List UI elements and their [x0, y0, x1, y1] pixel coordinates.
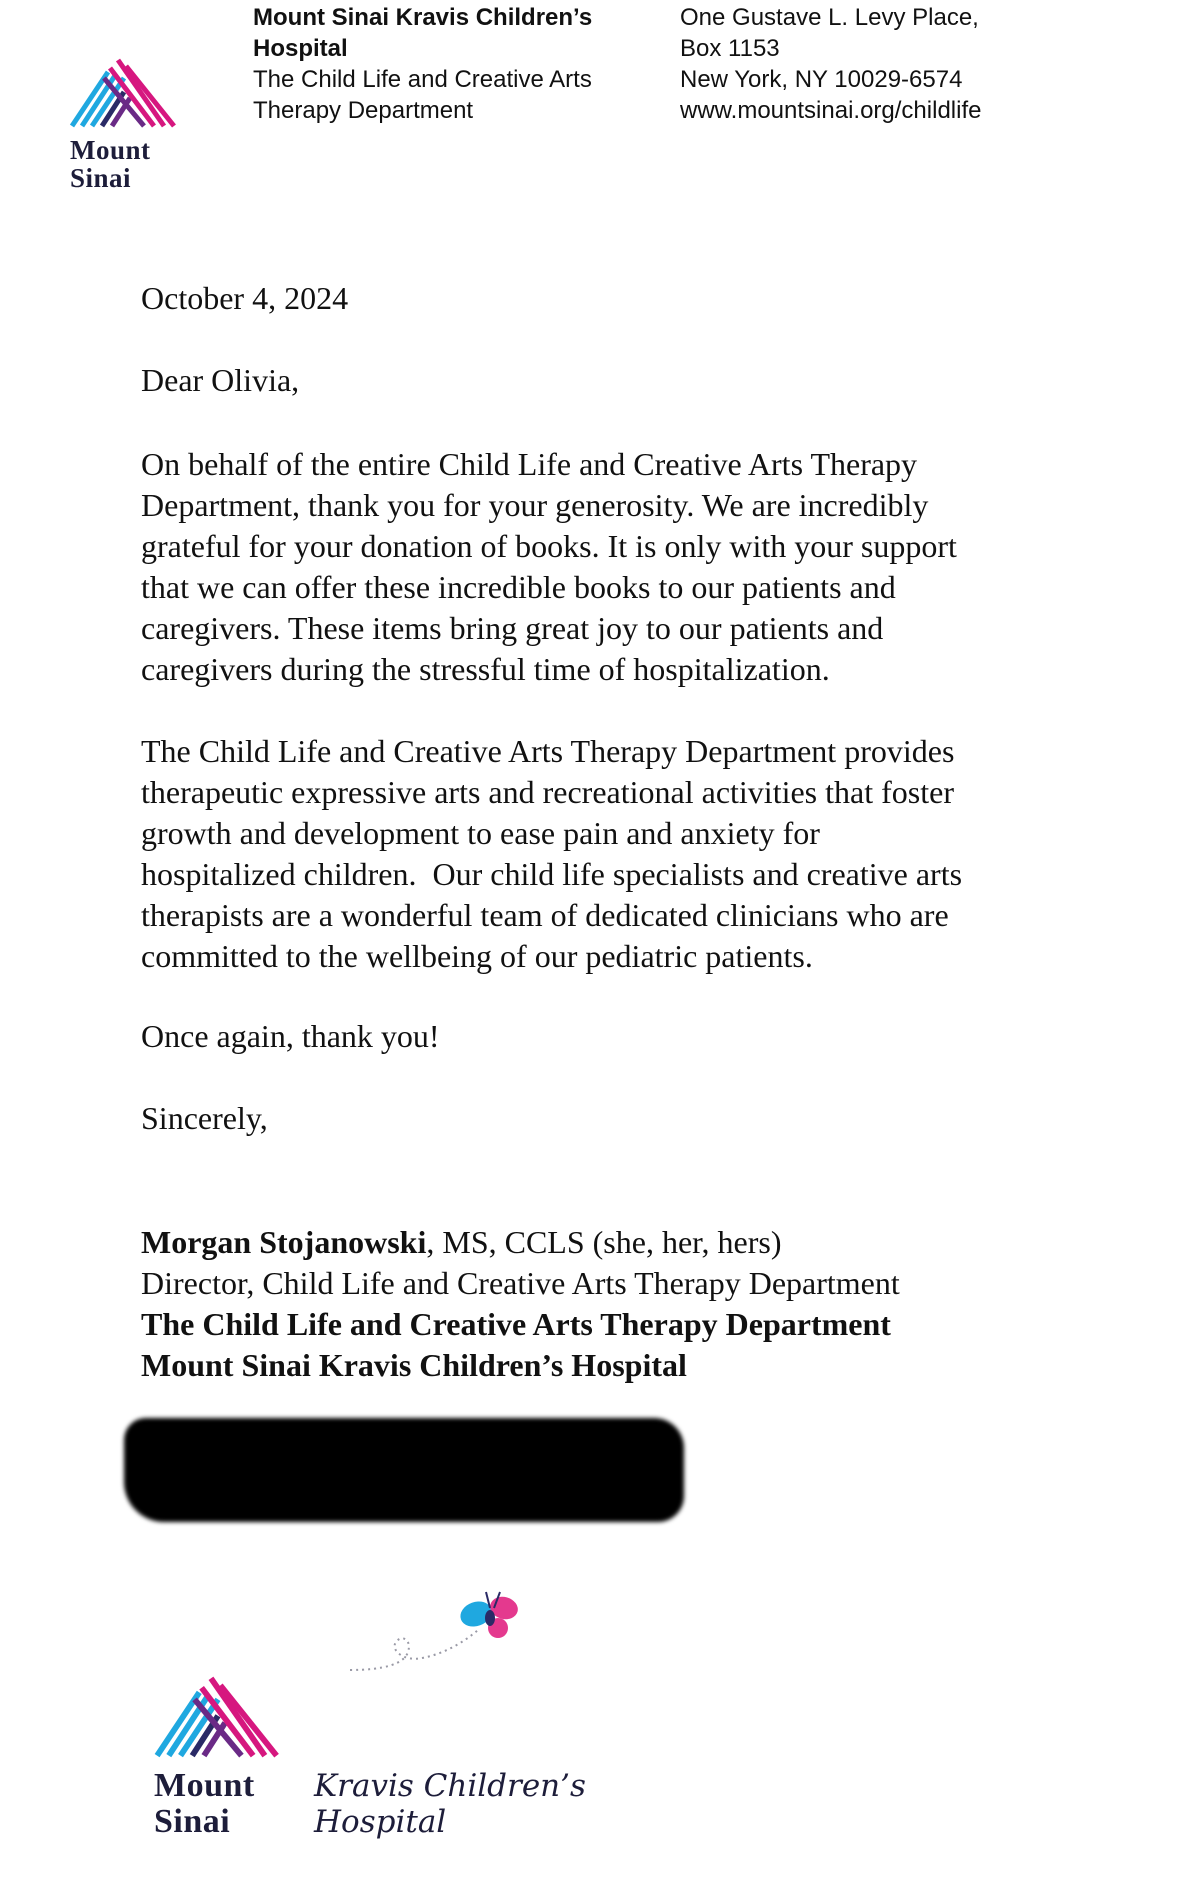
letter-closing-thanks: Once again, thank you!	[141, 1018, 440, 1054]
mount-sinai-wordmark-bottom: Mount Sinai	[154, 1767, 255, 1840]
mount-sinai-logo-icon	[152, 1676, 284, 1758]
paragraph-line: committed to the wellbeing of our pediatric patients.	[141, 938, 813, 974]
butterfly-icon	[344, 1578, 544, 1698]
kravis-childrens-hospital-wordmark: Kravis Children’s Hospital	[314, 1768, 586, 1840]
signature-hospital: Mount Sinai Kravis Children’s Hospital	[141, 1347, 687, 1383]
signature-department: The Child Life and Creative Arts Therapy Department	[141, 1306, 891, 1342]
redacted-contact-info	[124, 1418, 684, 1522]
paragraph-line: On behalf of the entire Child Life and Creative Arts Therapy	[141, 446, 918, 482]
signature-block	[141, 1222, 1091, 1386]
signature-name: Morgan Stojanowski	[141, 1224, 427, 1260]
header-org-line: Hospital	[253, 35, 348, 62]
paragraph-line: grateful for your donation of books. It is only with your support	[141, 528, 957, 564]
letter-closing-sincerely: Sincerely,	[141, 1100, 268, 1136]
signature-name-line	[141, 1222, 1091, 1263]
paragraph-line: Department, thank you for your generosity. We are incredibly	[141, 487, 929, 523]
letter-date: October 4, 2024	[141, 280, 349, 316]
letter-paragraph-1	[141, 444, 1071, 690]
letter-paragraph-2	[141, 731, 1071, 977]
letter-salutation: Dear Olivia,	[141, 362, 300, 398]
address-line: Box 1153	[680, 35, 780, 62]
paragraph-line: The Child Life and Creative Arts Therapy Department provides	[141, 733, 955, 769]
header-org-line: Mount Sinai Kravis Children’s	[253, 4, 593, 31]
header-org-line: The Child Life and Creative Arts	[253, 66, 592, 93]
paragraph-line: hospitalized children. Our child life specialists and creative arts	[141, 856, 963, 892]
header-organization	[253, 2, 673, 126]
signature-credentials: , MS, CCLS (she, her, hers)	[426, 1224, 782, 1260]
paragraph-line: therapeutic expressive arts and recreational activities that foster	[141, 774, 954, 810]
paragraph-line: that we can offer these incredible books to our patients and	[141, 569, 896, 605]
address-line: New York, NY 10029-6574	[680, 66, 963, 93]
paragraph-line: growth and development to ease pain and anxiety for	[141, 815, 820, 851]
address-line: One Gustave L. Levy Place,	[680, 4, 979, 31]
paragraph-line: caregivers during the stressful time of hospitalization.	[141, 651, 830, 687]
signature-title: Director, Child Life and Creative Arts Therapy Department	[141, 1265, 900, 1301]
mount-sinai-wordmark: Mount Sinai	[70, 135, 151, 193]
address-website-link[interactable]: www.mountsinai.org/childlife	[680, 97, 982, 124]
header-address	[680, 2, 1140, 126]
mount-sinai-logo-icon	[68, 58, 180, 128]
paragraph-line: therapists are a wonderful team of dedicated clinicians who are	[141, 897, 949, 933]
paragraph-line: caregivers. These items bring great joy to our patients and	[141, 610, 884, 646]
header-org-line: Therapy Department	[253, 97, 474, 124]
